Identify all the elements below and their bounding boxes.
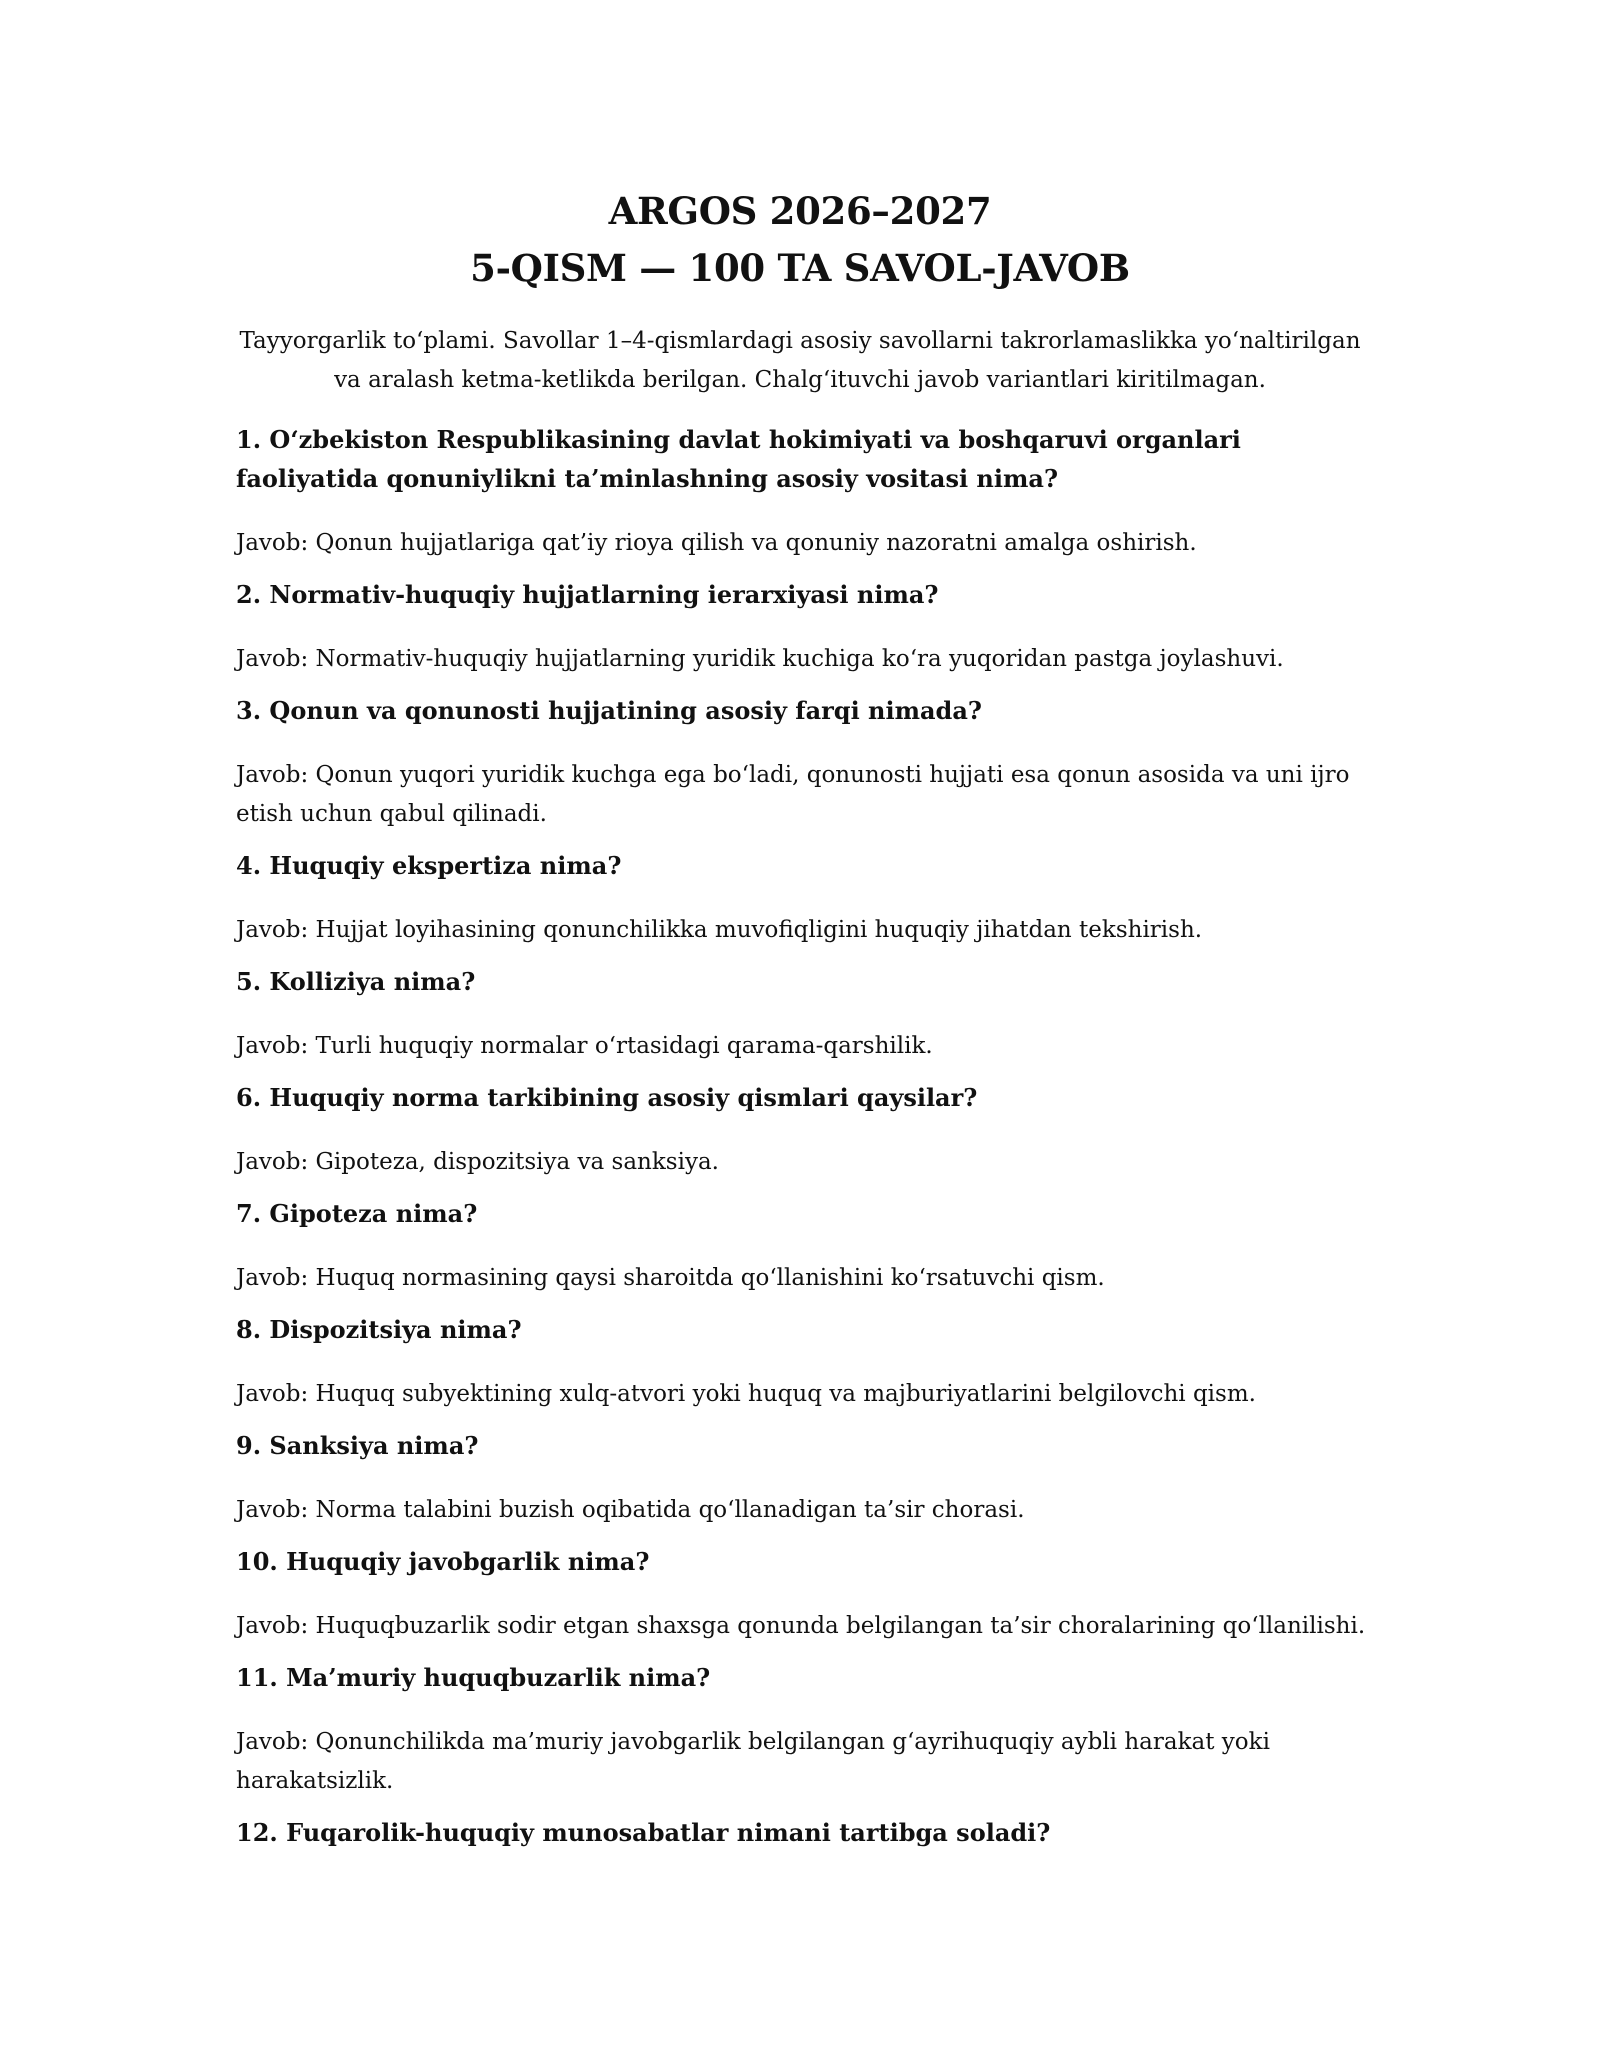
- answer-text: Javob: Qonunchilikda ma’muriy javobgarlik belgilangan g‘ayrihuquqiy aybli harakat yoki harakatsizlik.: [236, 1729, 1270, 1794]
- question-text: 2. Normativ-huquqiy hujjatlarning ierarxiyasi nima?: [236, 580, 939, 609]
- qa-item: [236, 420, 1366, 563]
- document-title: ARGOS 2026–2027: [608, 189, 992, 233]
- qa-item: [236, 846, 1366, 950]
- qa-list: [236, 420, 1366, 1878]
- qa-item: [236, 1542, 1366, 1646]
- qa-item: [236, 691, 1366, 834]
- answer-text: Javob: Huquqbuzarlik sodir etgan shaxsga qonunda belgilangan ta’sir choralarining qo‘llanilishi.: [236, 1613, 1366, 1639]
- question-text: 12. Fuqarolik-huquqiy munosabatlar nimani tartibga soladi?: [236, 1818, 1051, 1847]
- question-text: 3. Qonun va qonunosti hujjatining asosiy farqi nimada?: [236, 696, 982, 725]
- question-text: 10. Huquqiy javobgarlik nima?: [236, 1547, 650, 1576]
- answer-text: Javob: Huquq subyektining xulq-atvori yoki huquq va majburiyatlarini belgilovchi qism.: [236, 1381, 1256, 1407]
- qa-item: [236, 1194, 1366, 1298]
- question-text: 6. Huquqiy norma tarkibining asosiy qismlari qaysilar?: [236, 1083, 978, 1112]
- question-text: 8. Dispozitsiya nima?: [236, 1315, 522, 1344]
- qa-item: [236, 1426, 1366, 1530]
- qa-item: [236, 575, 1366, 679]
- answer-text: Javob: Hujjat loyihasining qonunchilikka muvofiqligini huquqiy jihatdan tekshirish.: [236, 917, 1203, 943]
- answer-text: Javob: Qonun hujjatlariga qat’iy rioya qilish va qonuniy nazoratni amalga oshirish.: [236, 530, 1197, 556]
- question-text: 9. Sanksiya nima?: [236, 1431, 479, 1460]
- question-text: 11. Ma’muriy huquqbuzarlik nima?: [236, 1663, 711, 1692]
- qa-item: [236, 1813, 1366, 1852]
- answer-text: Javob: Turli huquqiy normalar o‘rtasidagi qarama-qarshilik.: [236, 1033, 933, 1059]
- intro-paragraph: Tayyorgarlik to‘plami. Savollar 1–4-qismlardagi asosiy savollarni takrorlamaslikka yo‘naltirilgan va aralash ketma-ketlikda berilgan. Chalg‘ituvchi javob variantlari kiritilmagan.: [239, 328, 1361, 393]
- answer-text: Javob: Norma talabini buzish oqibatida qo‘llanadigan ta’sir chorasi.: [236, 1497, 1025, 1523]
- question-text: 1. O‘zbekiston Respublikasining davlat hokimiyati va boshqaruvi organlari faoliyatida qonuniylikni ta’minlashning asosiy vositasi nima?: [236, 425, 1241, 493]
- qa-item: [236, 962, 1366, 1066]
- answer-text: Javob: Gipoteza, dispozitsiya va sanksiya.: [236, 1149, 719, 1175]
- question-text: 4. Huquqiy ekspertiza nima?: [236, 851, 622, 880]
- qa-item: [236, 1658, 1366, 1801]
- question-text: 5. Kolliziya nima?: [236, 967, 476, 996]
- answer-text: Javob: Normativ-huquqiy hujjatlarning yuridik kuchiga ko‘ra yuqoridan pastga joylashuvi.: [236, 646, 1284, 672]
- question-text: 7. Gipoteza nima?: [236, 1199, 478, 1228]
- qa-item: [236, 1310, 1366, 1414]
- document-subtitle: 5-QISM — 100 TA SAVOL-JAVOB: [470, 246, 1130, 290]
- answer-text: Javob: Qonun yuqori yuridik kuchga ega bo‘ladi, qonunosti hujjati esa qonun asosida va uni ijro etish uchun qabul qilinadi.: [236, 762, 1350, 827]
- answer-text: Javob: Huquq normasining qaysi sharoitda qo‘llanishini ko‘rsatuvchi qism.: [236, 1265, 1105, 1291]
- document-header: [0, 183, 1600, 297]
- qa-item: [236, 1078, 1366, 1182]
